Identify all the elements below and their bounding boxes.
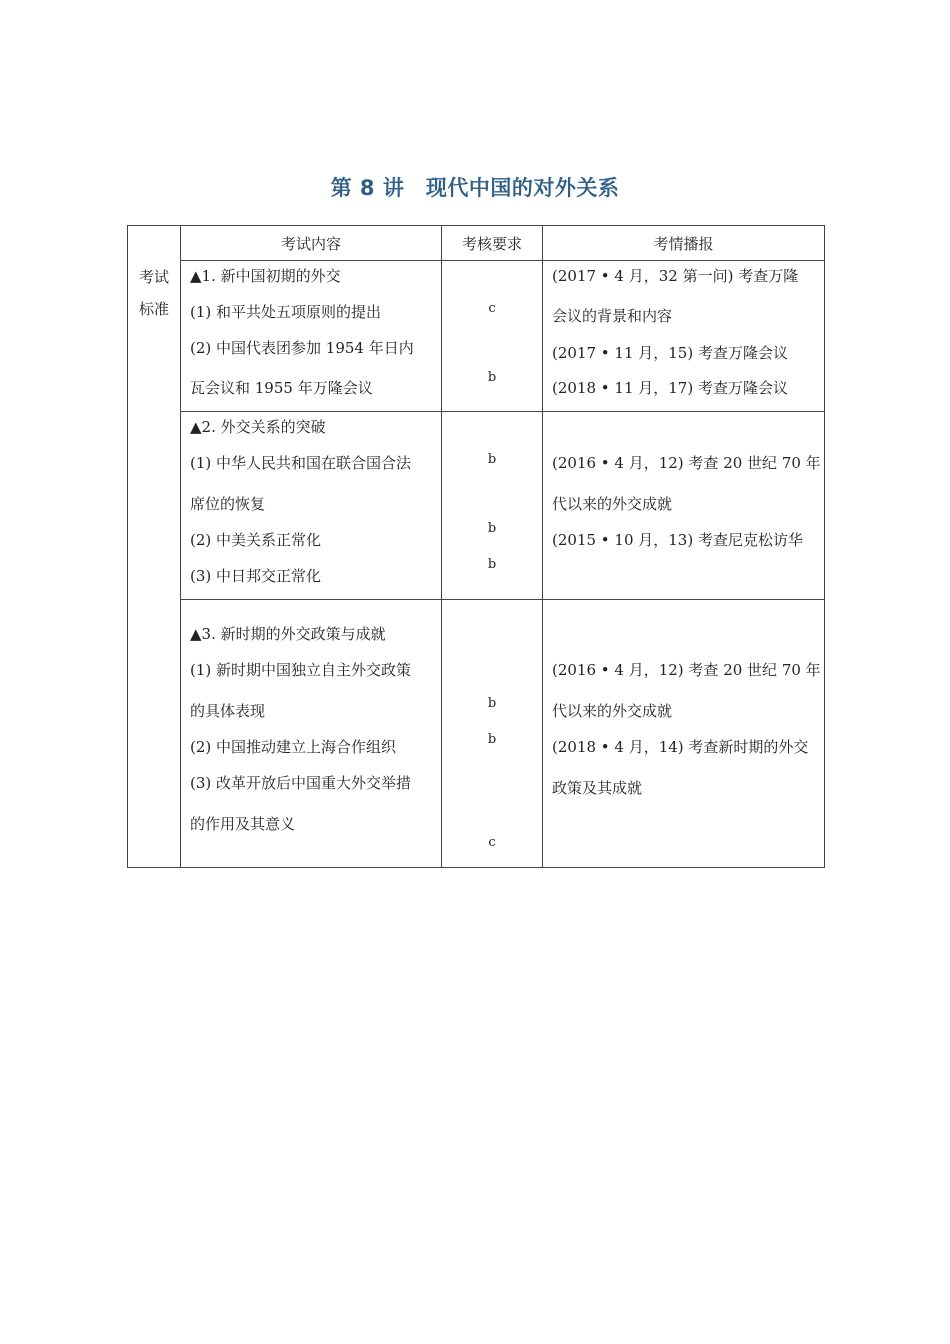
requirement-value: c [488, 835, 496, 850]
header-notes: 考情播报 [543, 226, 825, 261]
requirement-value: b [487, 452, 497, 467]
content-line: (2) 中国推动建立上海合作组织 [190, 738, 397, 756]
requirement-value: b [487, 557, 497, 572]
exam-standard-table [127, 225, 825, 868]
requirement-value: b [487, 521, 497, 536]
side-header-cell [128, 226, 181, 261]
content-line: 的作用及其意义 [190, 815, 296, 833]
table-row [128, 412, 825, 600]
content-line: (1) 和平共处五项原则的提出 [190, 303, 382, 321]
note-line: (2016 • 4 月，12) 考查 20 世纪 70 年 [552, 454, 821, 472]
content-line: (1) 中华人民共和国在联合国合法 [190, 454, 412, 472]
note-line: (2017 • 11 月，15) 考查万隆会议 [552, 344, 788, 362]
content-cell [181, 412, 442, 600]
content-cell [181, 261, 442, 412]
notes-cell [543, 412, 825, 600]
content-line: ▲2. 外交关系的突破 [190, 418, 326, 436]
requirement-value: c [488, 301, 496, 316]
note-line: 代以来的外交成就 [552, 495, 673, 513]
note-line: (2018 • 11 月，17) 考查万隆会议 [552, 379, 788, 397]
content-line: ▲3. 新时期的外交政策与成就 [190, 625, 386, 643]
table-row [128, 261, 825, 412]
requirement-cell [442, 261, 543, 412]
header-content: 考试内容 [181, 226, 442, 261]
requirement-value: b [487, 732, 497, 747]
page-title: 第 8 讲 现代中国的对外关系 [330, 176, 620, 200]
side-label-line: 考试 [138, 267, 169, 286]
content-line: (3) 改革开放后中国重大外交举措 [190, 774, 412, 792]
content-line: (2) 中国代表团参加 1954 年日内 [190, 339, 414, 357]
content-line: ▲1. 新中国初期的外交 [190, 267, 341, 285]
note-line: (2018 • 4 月，14) 考查新时期的外交 [552, 738, 809, 756]
requirement-cell [442, 600, 543, 868]
requirement-cell [442, 412, 543, 600]
requirement-value: b [487, 370, 497, 385]
content-line: (3) 中日邦交正常化 [190, 567, 322, 585]
table-row [128, 600, 825, 868]
content-line: 瓦会议和 1955 年万隆会议 [190, 379, 373, 397]
side-label-line: 标准 [138, 299, 169, 318]
header-requirement: 考核要求 [442, 226, 543, 261]
notes-cell [543, 600, 825, 868]
requirement-value: b [487, 696, 497, 711]
content-line: 席位的恢复 [190, 495, 266, 513]
table-header-row [128, 226, 825, 261]
note-line: 政策及其成就 [552, 779, 643, 797]
note-line: 代以来的外交成就 [552, 702, 673, 720]
content-line: (1) 新时期中国独立自主外交政策 [190, 661, 412, 679]
side-label-cell [128, 261, 181, 868]
content-cell [181, 600, 442, 868]
note-line: (2016 • 4 月，12) 考查 20 世纪 70 年 [552, 661, 821, 679]
content-line: (2) 中美关系正常化 [190, 531, 322, 549]
note-line: (2017 • 4 月，32 第一问) 考查万隆 [552, 267, 799, 285]
content-line: 的具体表现 [190, 702, 266, 720]
note-line: (2015 • 10 月，13) 考查尼克松访华 [552, 531, 803, 549]
notes-cell [543, 261, 825, 412]
note-line: 会议的背景和内容 [552, 307, 673, 325]
